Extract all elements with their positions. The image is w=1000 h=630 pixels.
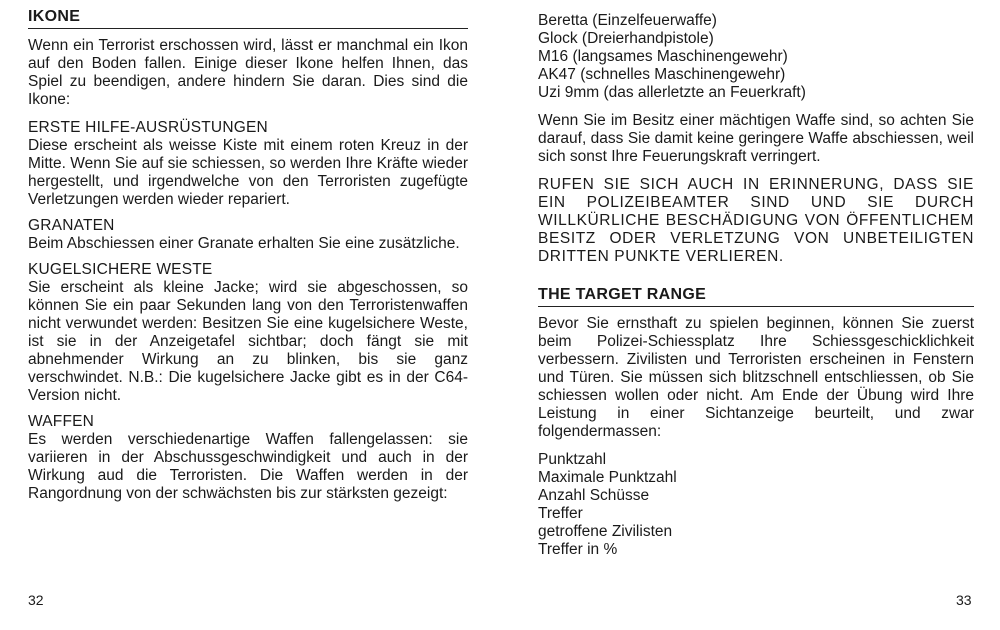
grenades-text: Beim Abschiessen einer Granate erhalten Sie eine zusätzliche. [28,235,460,252]
stats-list [538,451,974,559]
weapon-note-paragraph: Wenn Sie im Besitz einer mächtigen Waffe sind, so achten Sie darauf, dass Sie damit keine geringere Waffe abschiessen, weil sich sonst Ihre Feuerungskraft verringert. [538,112,974,165]
target-range-paragraph: Bevor Sie ernsthaft zu spielen beginnen, können Sie zuerst beim Polizei-Schiessplatz Ihre Schiessgeschicklichkeit verbessern. Zivilisten und Terroristen erscheinen in Fenstern und Türen. Sie müssen sich blitzschnell entschliessen, ob Sie schiessen wollen oder nicht. Am Ende der Übung wird Ihre Leistung in einer Sichtanzeige beurteilt, und zwar folgendermassen: [538,315,974,440]
vest-text: Sie erscheint als kleine Jacke; wird sie abgeschossen, so können Sie ein paar Sekunden lang von den Terroristenwaffen nicht verwundet werden: Besitzen Sie eine kugelsichere Weste, ist sie in der Anzeigetafel sichtbar; doch fängt sie mit abnehmender Wirkung an zu blinken, bis sie ganz verschwindet. N.B.: Die kugelsichere Jacke gibt es in der C64-Version nicht. [28,279,468,404]
subheading-first-aid: ERSTE HILFE-AUSRÜSTUNGEN [28,119,268,136]
warning-paragraph: RUFEN SIE SICH AUCH IN ERINNERUNG, DASS SIE EIN POLIZEIBEAMTER SIND UND SIE DURCH WILLKÜRLICHE BESCHÄDIGUNG VON ÖFFENTLICHEM BESITZ ODER VERLETZUNG VON UNBETEILIGTEN DRITTEN PUNKTE VERLIEREN. [538,176,974,265]
list-item: getroffene Zivilisten [538,523,673,540]
first-aid-text: Diese erscheint als weisse Kiste mit einem roten Kreuz in der Mitte. Wenn Sie auf sie schiessen, so werden Ihre Kräfte wieder hergestellt, und irgendwelche von den Terroristen zugefügte Verletzungen werden wieder repariert. [28,137,468,208]
subheading-weapons: WAFFEN [28,413,95,430]
list-item: M16 (langsames Maschinengewehr) [538,48,788,65]
weapons-list [538,12,974,102]
weapons-text: Es werden verschiedenartige Waffen fallengelassen: sie variieren in der Abschussgeschwindigkeit und auch in der Wirkung aud die Terroristen. Die Waffen werden in der Rangordnung von der schwächsten bis zur stärksten gezeigt: [28,431,468,502]
subheading-grenades: GRANATEN [28,217,115,234]
section-heading-ikone: IKONE [28,8,468,29]
list-item: Anzahl Schüsse [538,487,650,504]
list-item: Punktzahl [538,451,607,468]
list-item: Maximale Punktzahl [538,469,677,486]
page-number-right: 33 [956,592,972,608]
subheading-vest: KUGELSICHERE WESTE [28,261,213,278]
intro-paragraph: Wenn ein Terrorist erschossen wird, lässt er manchmal ein Ikon auf den Boden fallen. Einige dieser Ikone helfen Ihnen, das Spiel zu beendigen, andere hindern Sie daran. Dies sind die Ikone: [28,37,468,108]
right-page [538,0,974,630]
list-item: Beretta (Einzelfeuerwaffe) [538,12,717,29]
section-heading-target-range: THE TARGET RANGE [538,286,974,307]
list-item: Treffer in % [538,541,618,558]
page-number-left: 32 [28,592,44,608]
list-item: Uzi 9mm (das allerletzte an Feuerkraft) [538,84,806,101]
list-item: AK47 (schnelles Maschinengewehr) [538,66,786,83]
list-item: Treffer [538,505,583,522]
left-page [28,0,468,630]
list-item: Glock (Dreierhandpistole) [538,30,714,47]
